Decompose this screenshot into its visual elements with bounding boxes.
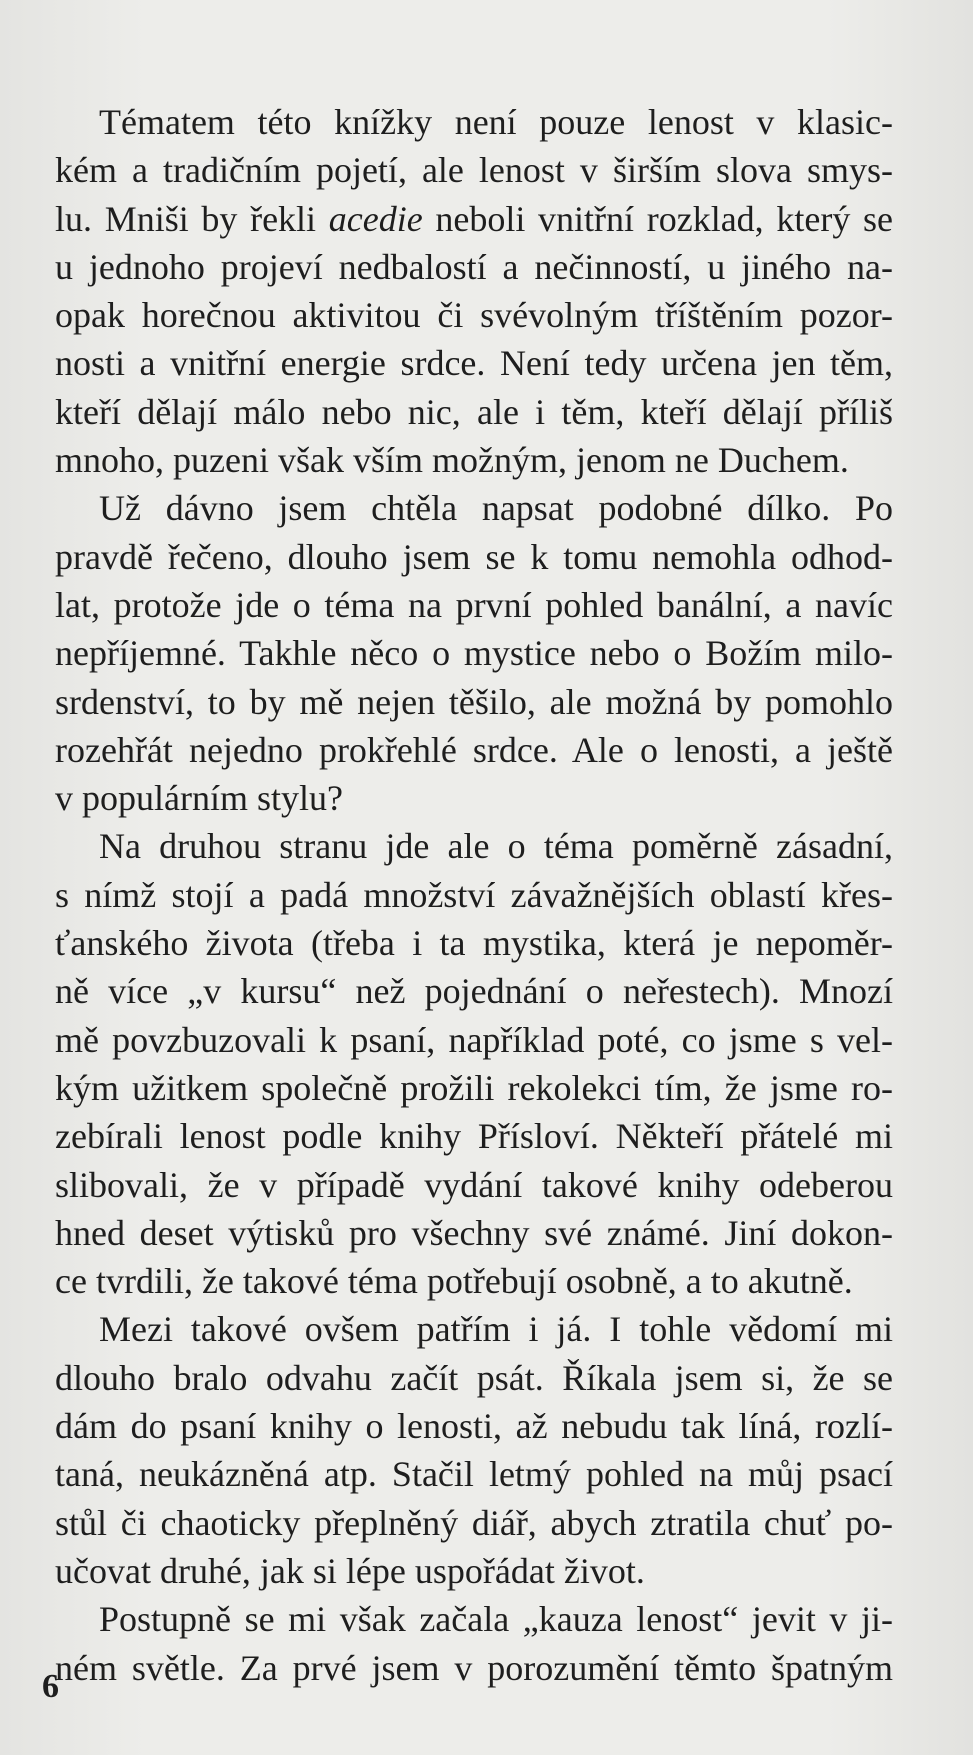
text-line: pravdě řečeno, dlouho jsem se k tomu nemohla odhod- [55, 536, 893, 577]
text-line: Už dávno jsem chtěla napsat podobné dílko. Po [99, 488, 893, 529]
paragraph [55, 1595, 893, 1692]
italic-term: acedie [328, 198, 423, 239]
text-line: ťanského života (třeba i ta mystika, která je nepoměr- [55, 923, 893, 964]
text-line: mě povzbuzovali k psaní, například poté, co jsme s vel- [55, 1019, 893, 1060]
text-line: opak horečnou aktivitou či svévolným tříštěním pozor- [55, 295, 893, 336]
text-line: v populárním stylu? [55, 778, 343, 819]
text-line: učovat druhé, jak si lépe uspořádat život. [55, 1550, 645, 1591]
text-line: nepříjemné. Takhle něco o mystice nebo o Božím milo- [55, 633, 893, 674]
text-line: srdenství, to by mě nejen těšilo, ale možná by pomohlo [55, 681, 893, 722]
text-line: kteří dělají málo nebo nic, ale i těm, kteří dělají příliš [55, 391, 893, 432]
text-line: kým užitkem společně prožili rekolekci tím, že jsme ro- [55, 1067, 893, 1108]
text-line: hned deset výtisků pro všechny své známé. Jiní dokon- [55, 1212, 893, 1253]
text-line: zebírali lenost podle knihy Přísloví. Někteří přátelé mi [55, 1116, 893, 1157]
text-line [55, 195, 893, 243]
paragraph [55, 484, 893, 822]
text-segment: neboli vnitřní rozklad, který se [422, 198, 893, 239]
paragraph [55, 822, 893, 1305]
text-line: Postupně se mi však začala „kauza lenost“ jevit v ji- [99, 1599, 893, 1640]
text-line: stůl či chaoticky přeplněný diář, abych ztratila chuť po- [55, 1502, 893, 1543]
text-line: ně více „v kursu“ než pojednání o neřestech). Mnozí [55, 971, 893, 1012]
text-line: taná, neukázněná atp. Stačil letmý pohled na můj psací [55, 1454, 893, 1495]
text-line: slibovali, že v případě vydání takové knihy odeberou [55, 1164, 893, 1205]
body-text [55, 98, 893, 1692]
paragraph [55, 1305, 893, 1595]
text-line: lat, protože jde o téma na první pohled banální, a navíc [55, 584, 893, 625]
paragraph [55, 98, 893, 484]
page-number: 6 [42, 1668, 59, 1705]
text-line: kém a tradičním pojetí, ale lenost v širším slova smys- [55, 150, 893, 191]
text-line: dám do psaní knihy o lenosti, až nebudu tak líná, rozlí- [55, 1406, 893, 1447]
text-line: Na druhou stranu jde ale o téma poměrně zásadní, [99, 826, 893, 867]
text-line: Tématem této knížky není pouze lenost v klasic- [99, 102, 893, 142]
text-line: u jednoho projeví nedbalostí a nečinností, u jiného na- [55, 246, 893, 287]
text-segment: lu. Mniši by řekli [55, 198, 329, 239]
text-line: nosti a vnitřní energie srdce. Není tedy určena jen těm, [55, 343, 893, 384]
text-line: ce tvrdili, že takové téma potřebují osobně, a to akutně. [55, 1261, 853, 1302]
text-line: rozehřát nejedno prokřehlé srdce. Ale o lenosti, a ještě [55, 729, 893, 770]
text-line: ném světle. Za prvé jsem v porozumění těmto špatným [55, 1647, 893, 1688]
text-line: mnoho, puzeni však vším možným, jenom ne Duchem. [55, 440, 849, 481]
text-line: Mezi takové ovšem patřím i já. I tohle vědomí mi [99, 1309, 893, 1350]
text-line: dlouho bralo odvahu začít psát. Říkala jsem si, že se [55, 1357, 893, 1398]
text-line: s nímž stojí a padá množství závažnějších oblastí křes- [55, 874, 893, 915]
